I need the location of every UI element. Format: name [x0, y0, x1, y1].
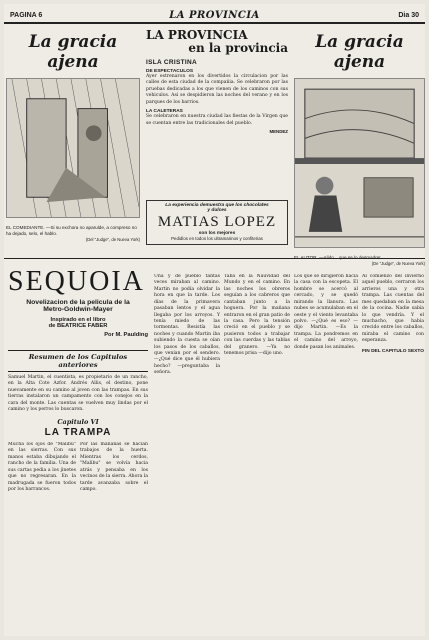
- masthead: [4, 8, 425, 24]
- chapter-title: LA TRAMPA: [44, 426, 112, 438]
- ad-line-1: La experiencia demuestra que los chocolates: [165, 203, 269, 208]
- feature-byline: Por M. Paulding: [104, 332, 148, 338]
- feature-line-2: Metro-Goldwin-Mayer: [43, 306, 113, 313]
- right-cartoon-caption: EL AUTOR. —Alido... que se lo desmadre!: [294, 255, 381, 260]
- newspaper-title: LA PROVINCIA: [169, 9, 260, 21]
- left-cartoon-section: [6, 28, 140, 258]
- story-column-6: [362, 274, 424, 634]
- feature-title: SEQUOIA: [8, 266, 145, 297]
- left-cartoon-illustration: [6, 78, 140, 218]
- ad-line-4: Pedidlos en todos los ultramarinos y confiterias: [171, 236, 263, 241]
- summary-heading: Resumen de los Capitulos anteriores: [8, 350, 148, 372]
- story-column-6-text: Al comienzo del invierno aquel pueblo, cerraron los arrieros una y otra trampa. Las cuentas del mes quedaban en la mesa de la cocina. Nadie sabía lo que vendría. Y el muchacho, que había crecido entre los caballos, miraba el camino con esperanza.: [362, 274, 424, 344]
- feature-line-3: Inspirado en el libro: [50, 317, 106, 323]
- story-column-5: [294, 274, 358, 634]
- feature-line-4: de BEATRICE FABER: [48, 323, 108, 329]
- chocolate-advertisement: [146, 200, 288, 245]
- section-divider: [4, 258, 425, 259]
- feature-header: [8, 266, 148, 338]
- left-cartoon-source: (Del "Judge", de Nueva York): [85, 237, 140, 243]
- left-cartoon-heading: La gracia ajena: [28, 32, 118, 72]
- section-title-line2: en la provincia: [188, 41, 288, 55]
- summary-body: Samuel Martin, el cuentista, es propietario de un rancho, en la Alta Cote Azfor. Andrés Allis, el destino, pone nuevamente en su camino al joven con las trampas. En sus tierras instalaron un campamento con los conejos en la cara del monte. Las cuentas se vuelven muy lindas por el camino y los perros lo buscaron.: [8, 375, 148, 413]
- page-number: PAGINA 6: [10, 11, 43, 19]
- news-body-1: Ayer estrenaron en los divertidos la circulacion por las calles de esta ciudad de la compañia. Se celebraron por las pruebas dedicadas a los que vienen de los caminos con sus vehiculos. Asi se despidieron las noches del verano y en los parques de los barrios.: [146, 74, 288, 105]
- story-column-3: [154, 274, 220, 634]
- ad-line-3: son los mejores: [198, 231, 236, 236]
- right-cartoon-source: (De "Judge", de Nueva York): [371, 261, 425, 267]
- story-column-3-text: Una y de pueblo tantas veces miraban al camino. Martin no podía olvidar la hora en que la tarde. Los días de la primavera pasaban lentos y el agua llegaba por los arroyos. Y tenía miedo de las tormentas. Resistía las noches y cuando Martin iba subiendo la cuesta se oían los pasos de los caballos, que venían por el sendero. —¿Qué dice que él hubiera hecho? —preguntaba la señora.: [154, 274, 220, 376]
- right-cartoon-heading: La gracia ajena: [315, 32, 404, 72]
- news-signature: MENDEZ: [269, 128, 288, 134]
- news-label-2: LA CALETERAS: [146, 109, 183, 115]
- section-subtitle: ISLA CRISTINA: [146, 59, 197, 66]
- news-label-1: DE ESPECTACULOS: [146, 69, 194, 74]
- ad-line-2: y dulces: [207, 208, 227, 213]
- story-column-2-text: Por las mañanas se hacían trabajos de la huerta. Mientras los cerdos, "Malibu" se volvía hacia atrás y pensaba en los vecinos de la sierra. Ahora la tarde avanzaba sobre el campo.: [80, 442, 148, 492]
- story-column-2: [80, 442, 148, 634]
- section-title-line1: LA PROVINCIA: [146, 28, 248, 42]
- news-body-2: Se celebraron en nuestra ciudad las fiestas de la Virgen que se cuentan entre las tradicionales del pueblo.: [146, 114, 288, 126]
- chapter-end-note: FIN DEL CAPITULO SEXTO: [362, 348, 424, 354]
- story-column-1: [8, 442, 76, 634]
- story-column-4: [224, 274, 290, 634]
- story-column-4-text: Taba en la Nauvidad del Mundo y en el camino. En las noches los obreros seguían a los cabreros que cantaban junto a la hoguera. Por la mañana entraron en el gran patio de la casa. Pero la tensión creció en el pueblo y se pusieron todos a trabajar con las cuerdas y las tablas del granero. —Ya no tenemos prisa —dijo uno.: [224, 274, 290, 357]
- ad-brand: MATIAS LOPEZ: [157, 214, 277, 230]
- feature-line-1: Novelizacion de la pelicula de la: [26, 299, 130, 306]
- issue-date: Dia 30: [398, 11, 419, 19]
- summary-box: [8, 350, 148, 438]
- story-column-5-text: Los que se dirigieron hacia la casa con la escopeta. El hombre se acercó al cercado, y se quedó mirando la llanura. Las nubes se acumulaban en el oeste y el viento levantaba polvo. —¿Qué es eso? —dijo Martin. —Es la trampa. La pondremos en el camino del arroyo, donde pasan los animales.: [294, 274, 358, 350]
- chapter-number: Capitulo VI: [57, 417, 99, 426]
- newspaper-page: [4, 4, 425, 636]
- right-cartoon-illustration: [294, 78, 425, 248]
- right-cartoon-section: [294, 28, 425, 267]
- story-column-1-text: Mucha los ojos de "Malibu" en las sierras. Con sus manos estaba dibujando el rancho de la familia. Una de sus cartas pedia a los jinetes que no regresaran. En la madrugada se fueron todos por los barrancos.: [8, 442, 76, 492]
- left-cartoon-caption: EL COMEDIANTE. —Si su exchora no aparulde, a compreso no ha dejado, selo, el hablo.: [6, 225, 137, 237]
